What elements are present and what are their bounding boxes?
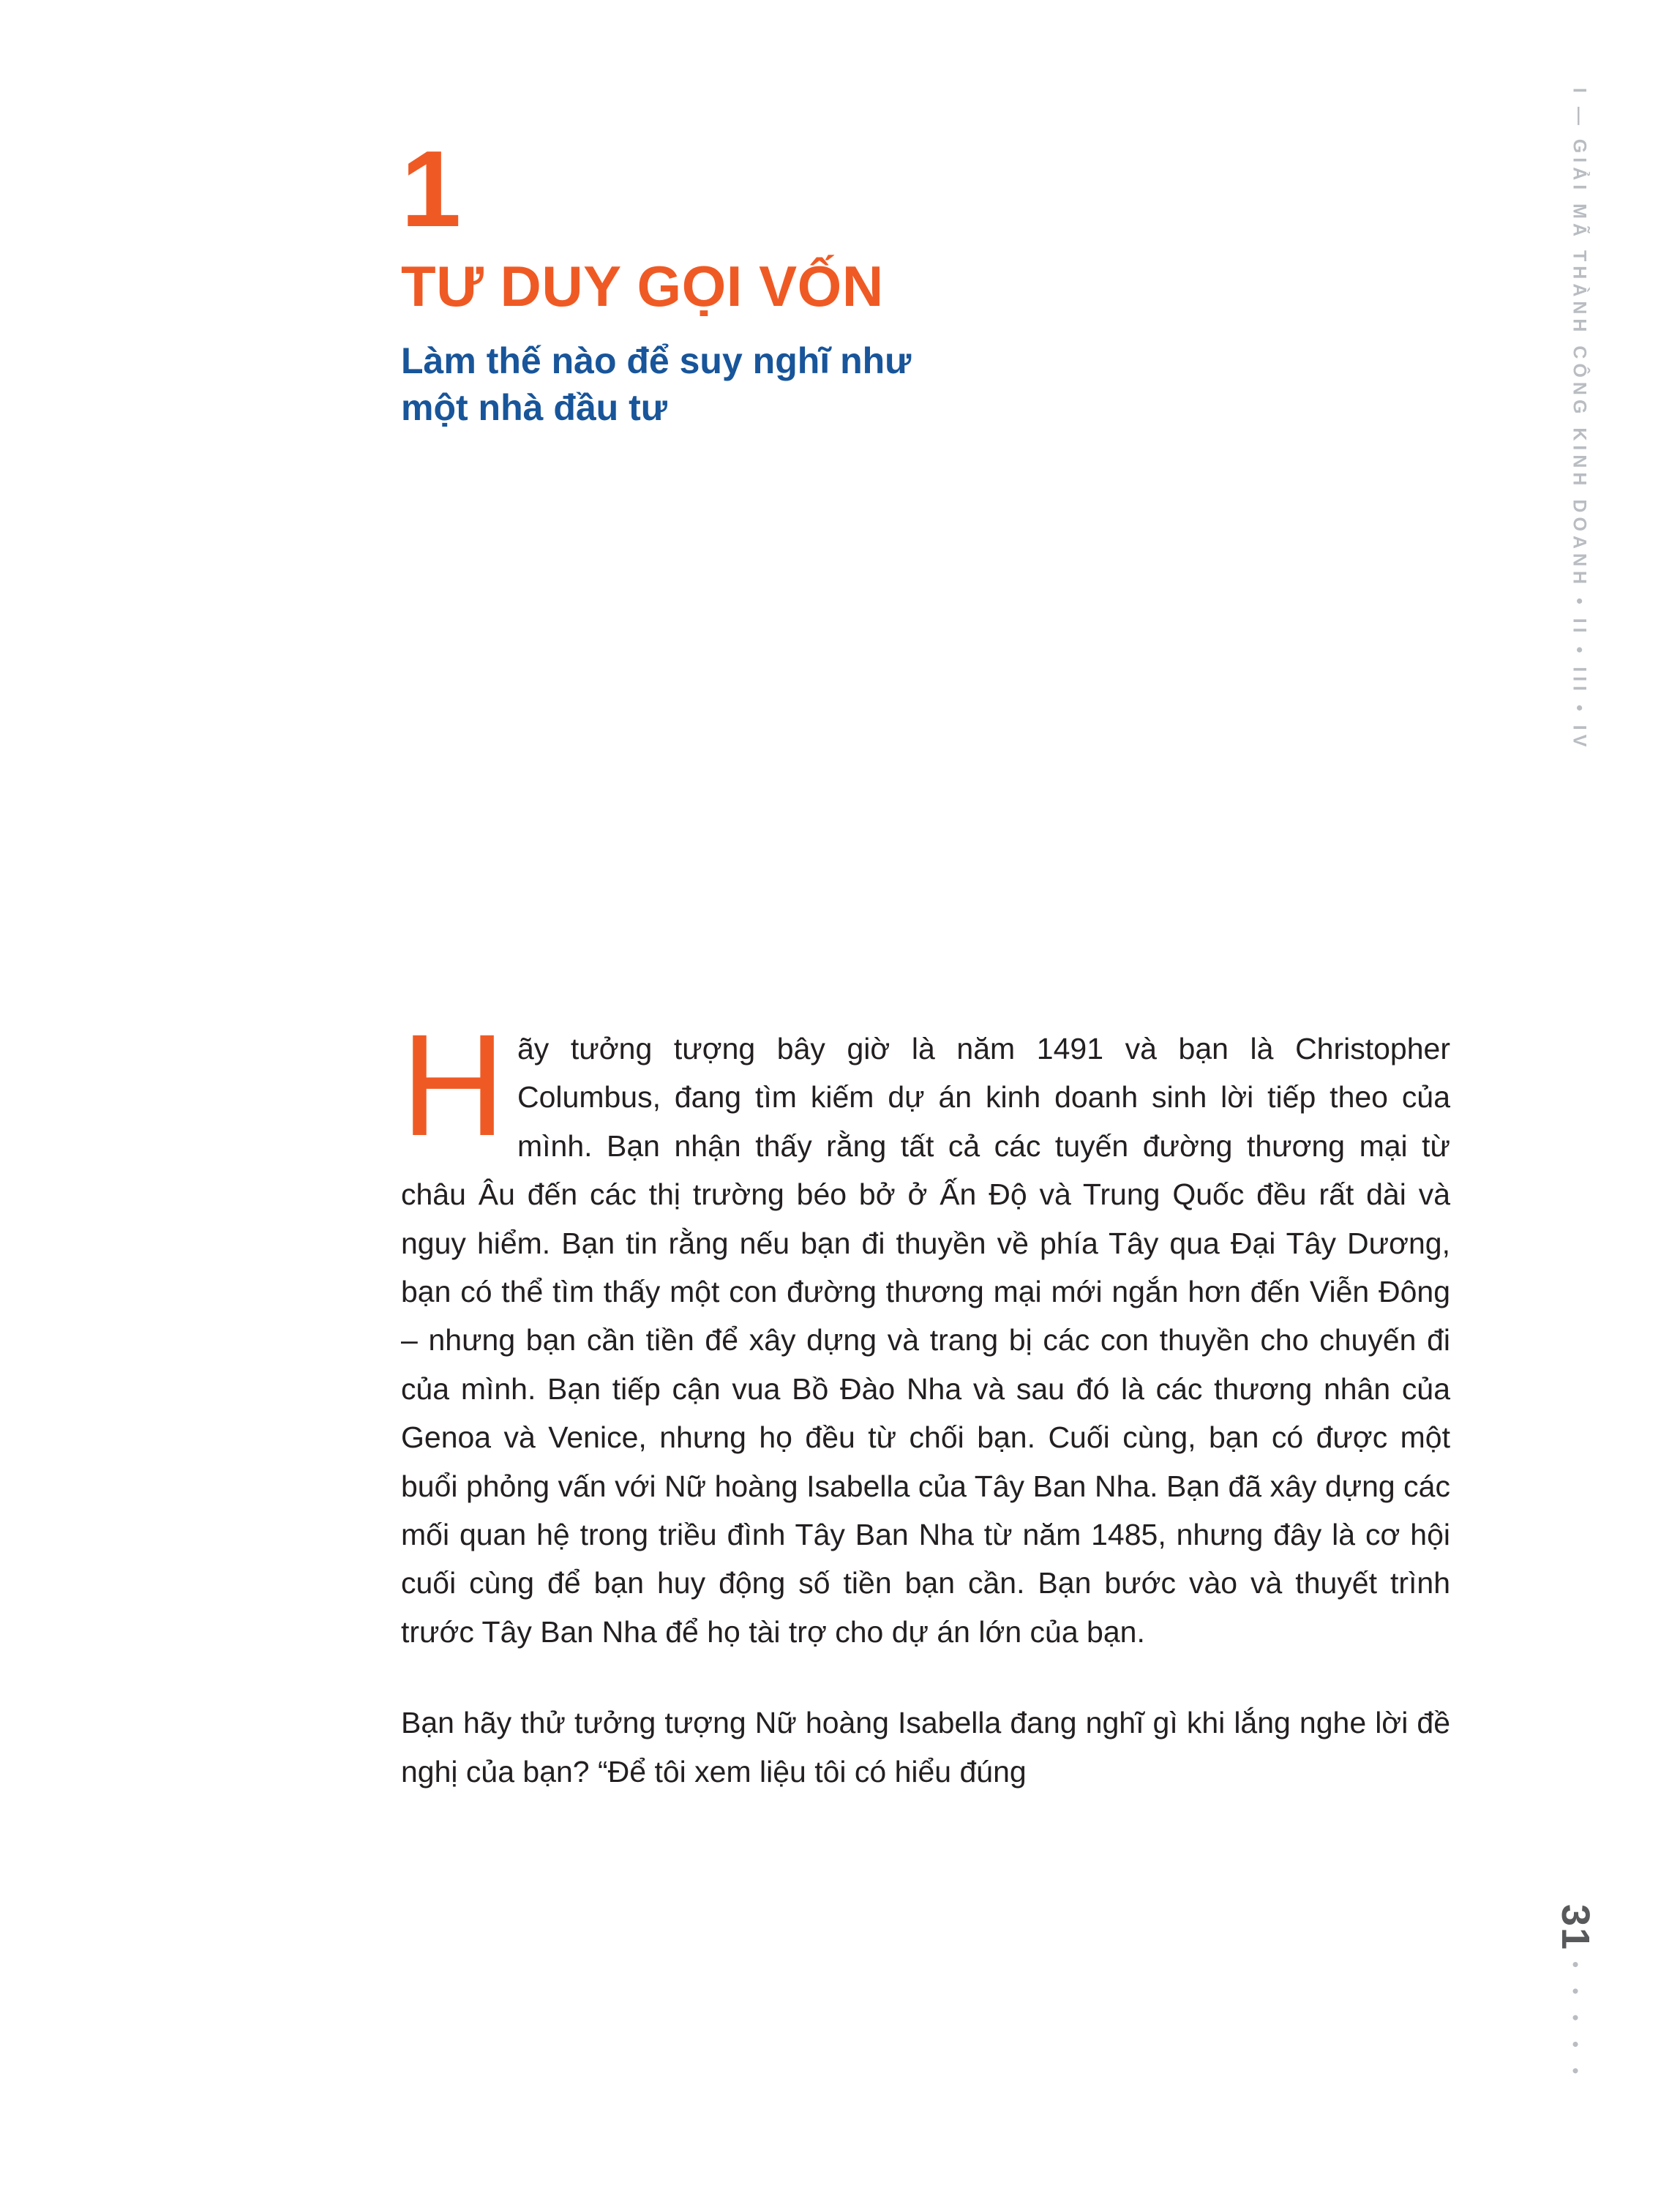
folio-dots: • • • • • (1564, 1960, 1587, 2081)
chapter-header (401, 129, 1206, 431)
folio (1553, 1904, 1598, 2082)
drop-cap: H (401, 1004, 506, 1166)
chapter-number: 1 (401, 129, 460, 250)
paragraph-1 (401, 1004, 1450, 1656)
paragraph-2: Bạn hãy thử tưởng tượng Nữ hoàng Isabella đang nghĩ gì khi lắng nghe lời đề nghị của bạn? “Để tôi xem liệu tôi có hiểu đúng (401, 1706, 1450, 1789)
running-head (1557, 88, 1601, 951)
body-text-area (401, 1004, 1450, 1796)
paragraph-1-text: ãy tưởng tượng bây giờ là năm 1491 và bạn là Christopher Columbus, đang tìm kiếm dự án kinh doanh sinh lời tiếp theo của mình. Bạn nhận thấy rằng tất cả các tuyến đường thương mại từ châu Âu đến các thị trường béo bở ở Ấn Độ và Trung Quốc đều rất dài và nguy hiểm. Bạn tin rằng nếu bạn đi thuyền về phía Tây qua Đại Tây Dương, bạn có thể tìm thấy một con đường thương mại mới ngắn hơn đến Viễn Đông – nhưng bạn cần tiền để xây dựng và trang bị các con thuyền cho chuyến đi của mình. Bạn tiếp cận vua Bồ Đào Nha và sau đó là các thương nhân của Genoa và Venice, nhưng họ đều từ chối bạn. Cuối cùng, bạn có được một buổi phỏng vấn với Nữ hoàng Isabella của Tây Ban Nha. Bạn đã xây dựng các mối quan hệ trong triều đình Tây Ban Nha từ năm 1485, nhưng đây là cơ hội cuối cùng để bạn huy động số tiền bạn cần. Bạn bước vào và thuyết trình trước Tây Ban Nha để họ tài trợ cho dự án lớn của bạn. (401, 1032, 1450, 1649)
running-head-label: I — GIẢI MÃ THÀNH CÔNG KINH DOANH • II • III • IV (1569, 88, 1590, 752)
chapter-subtitle: Làm thế nào để suy nghĩ như một nhà đầu tư (401, 340, 912, 428)
chapter-title: TƯ DUY GỌI VỐN (401, 254, 884, 318)
page-number: 31 (1553, 1903, 1597, 1951)
